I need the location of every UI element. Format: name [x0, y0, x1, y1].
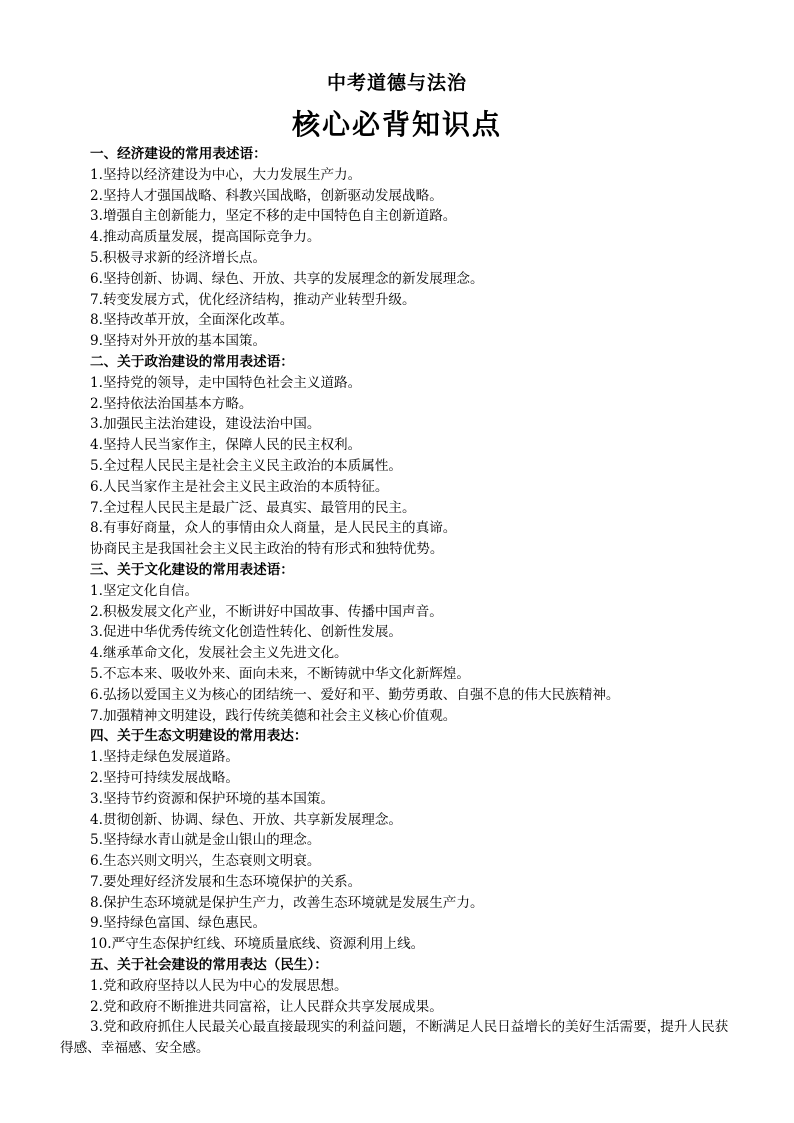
list-item: 4.推动高质量发展，提高国际竞争力。 [90, 229, 321, 246]
list-item: 8.有事好商量，众人的事情由众人商量，是人民民主的真谛。 [90, 520, 457, 537]
list-item: 7.要处理好经济发展和生态环境保护的关系。 [90, 873, 362, 890]
list-item: 5.坚持绿水青山就是金山银山的理念。 [90, 832, 321, 849]
document-subtitle: 中考道德与法治 [326, 72, 467, 94]
document-title: 核心必背知识点 [291, 108, 502, 141]
list-item: 3.促进中华优秀传统文化创造性转化、创新性发展。 [90, 624, 403, 641]
list-item: 6.生态兴则文明兴，生态衰则文明衰。 [90, 853, 321, 870]
section-heading: 一、经济建设的常用表述语： [90, 146, 267, 162]
list-item: 2.坚持可持续发展战略。 [90, 769, 239, 786]
list-item: 5.积极寻求新的经济增长点。 [90, 249, 267, 266]
list-item: 8.坚持改革开放，全面深化改革。 [90, 312, 294, 329]
section-heading: 三、关于文化建设的常用表述语： [90, 561, 294, 578]
list-item: 9.坚持绿色富国、绿色惠民。 [90, 915, 267, 932]
list-item: 1.坚持走绿色发展道路。 [90, 749, 239, 766]
list-item: 6.弘扬以爱国主义为核心的团结统一、爱好和平、勤劳勇敢、自强不息的伟大民族精神。 [90, 686, 620, 703]
list-item: 5.全过程人民民主是社会主义民主政治的本质属性。 [90, 457, 403, 474]
list-item: 3.坚持节约资源和保护环境的基本国策。 [90, 790, 335, 807]
list-item: 1.坚持以经济建设为中心，大力发展生产力。 [90, 166, 362, 183]
list-item: 2.坚持依法治国基本方略。 [90, 395, 253, 412]
list-item: 3.加强民主法治建设，建设法治中国。 [90, 416, 321, 433]
section-heading: 四、关于生态文明建设的常用表达： [90, 728, 308, 745]
list-item: 7.转变发展方式，优化经济结构，推动产业转型升级。 [90, 291, 416, 308]
list-item: 5.不忘本来、吸收外来、面向未来，不断铸就中华文化新辉煌。 [90, 665, 470, 682]
section-heading: 五、关于社会建设的常用表达（民生）： [90, 957, 328, 974]
document-body [60, 144, 740, 1059]
list-item: 2.坚持人才强国战略、科教兴国战略，创新驱动发展战略。 [90, 187, 443, 204]
list-item: 8.保护生态环境就是保护生产力，改善生态环境就是发展生产力。 [90, 894, 484, 911]
list-item: 1.坚持党的领导，走中国特色社会主义道路。 [90, 374, 362, 391]
list-item: 2.积极发展文化产业，不断讲好中国故事、传播中国声音。 [90, 603, 443, 620]
list-item: 1.坚定文化自信。 [90, 582, 199, 599]
list-item: 6.人民当家作主是社会主义民主政治的本质特征。 [90, 478, 389, 495]
list-item: 9.坚持对外开放的基本国策。 [90, 333, 267, 350]
list-item: 6.坚持创新、协调、绿色、开放、共享的发展理念的新发展理念。 [90, 270, 484, 287]
list-item: 7.全过程人民民主是最广泛、最真实、最管用的民主。 [90, 499, 416, 516]
section-heading: 二、关于政治建设的常用表述语： [90, 353, 294, 370]
list-item: 3.增强自主创新能力，坚定不移的走中国特色自主创新道路。 [90, 208, 457, 225]
list-item: 4.坚持人民当家作主，保障人民的民主权利。 [90, 437, 362, 454]
list-item: 4.继承革命文化，发展社会主义先进文化。 [90, 645, 348, 662]
list-item: 10.严守生态保护红线、环境质量底线、资源利用上线。 [90, 936, 425, 953]
list-item: 4.贯彻创新、协调、绿色、开放、共享新发展理念。 [90, 811, 403, 828]
list-item: 协商民主是我国社会主义民主政治的特有形式和独特优势。 [90, 541, 444, 558]
list-item: 7.加强精神文明建设，践行传统美德和社会主义核心价值观。 [90, 707, 457, 724]
list-item: 2.党和政府不断推进共同富裕，让人民群众共享发展成果。 [90, 998, 443, 1015]
list-item-paragraph: 3.党和政府抓住人民最关心最直接最现实的利益问题，不断满足人民日益增长的美好生活需要，提升人民获得感、幸福感、安全感。 [60, 1019, 729, 1057]
list-item: 1.党和政府坚持以人民为中心的发展思想。 [90, 977, 348, 994]
